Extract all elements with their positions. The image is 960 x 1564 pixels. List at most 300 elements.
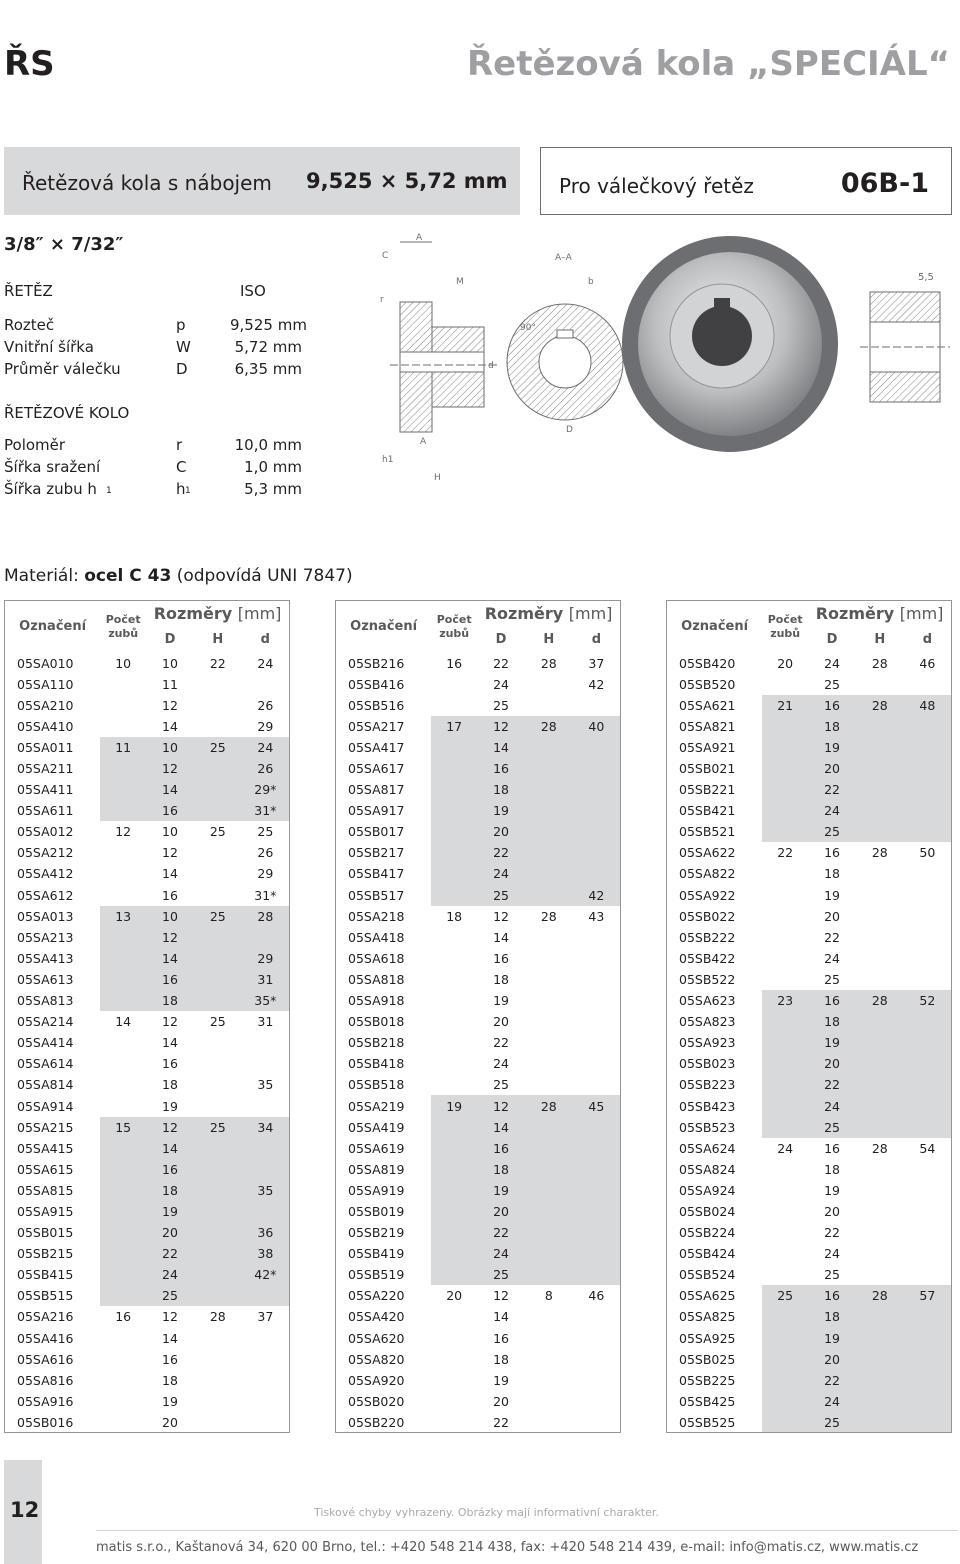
cell-d-bore (242, 1053, 290, 1074)
cell-d-bore (904, 863, 952, 884)
cell-pocet-zubu (431, 1032, 477, 1053)
cell-d-outer: 25 (808, 821, 856, 842)
table-row (667, 1011, 952, 1032)
cell-pocet-zubu (762, 1095, 808, 1116)
cell-pocet-zubu (100, 1222, 146, 1243)
cell-pocet-zubu: 16 (115, 1309, 132, 1325)
page-number: 12 (10, 1498, 40, 1522)
cell-d-bore (904, 674, 952, 695)
cell-d-outer: 14 (493, 929, 509, 945)
table-row (667, 653, 952, 674)
cell-oznaceni: 05SA412 (17, 866, 74, 882)
table-row (336, 1117, 621, 1138)
cell-oznaceni: 05SA215 (17, 1119, 74, 1135)
table-row (336, 758, 621, 779)
cell-pocet-zubu (762, 1370, 808, 1391)
dim-label-h1: h1 (382, 455, 394, 465)
col-header-rozmery (146, 601, 289, 627)
cell-oznaceni: 05SA917 (348, 803, 405, 819)
cell-h: 28 (856, 1285, 904, 1306)
cell-pocet-zubu (431, 969, 477, 990)
spec-value: 10,0 mm (234, 436, 302, 454)
cell-h (525, 737, 573, 758)
cell-pocet-zubu: 11 (100, 737, 146, 758)
col-header-oznaceni: Označení (681, 619, 749, 635)
col-header-zubu: zubů (439, 626, 470, 640)
cell-oznaceni: 05SB018 (348, 1014, 405, 1030)
cell-d-outer: 24 (808, 1391, 856, 1412)
cell-d-bore (242, 1201, 290, 1222)
cell-d-outer: 12 (493, 908, 509, 924)
cell-d-bore (904, 821, 952, 842)
cell-d-bore (573, 863, 621, 884)
cell-oznaceni: 05SB423 (679, 1098, 736, 1114)
cell-d-outer: 14 (146, 1138, 194, 1159)
cell-pocet-zubu (431, 863, 477, 884)
cell-oznaceni: 05SB218 (348, 1035, 405, 1051)
cell-oznaceni: 05SA817 (348, 782, 405, 798)
cell-oznaceni: 05SB518 (348, 1077, 405, 1093)
cell-oznaceni: 05SA618 (348, 950, 405, 966)
footer-divider (96, 1530, 958, 1531)
cell-oznaceni: 05SA624 (679, 1140, 736, 1156)
cell-h: 25 (194, 737, 242, 758)
cell-d-outer: 19 (162, 1098, 178, 1114)
table-row (336, 1011, 621, 1032)
cell-oznaceni: 05SB420 (679, 655, 736, 671)
cell-d-bore (573, 990, 621, 1011)
spec-symbol: D (176, 360, 188, 378)
cell-d-bore: 48 (904, 695, 952, 716)
cell-h (525, 695, 573, 716)
chain-type-box (540, 147, 952, 215)
cell-d-outer: 14 (162, 718, 178, 734)
cell-oznaceni: 05SA619 (348, 1140, 405, 1156)
cell-d-outer: 18 (808, 1011, 856, 1032)
cell-pocet-zubu (431, 1011, 477, 1032)
cell-d-outer: 25 (477, 1264, 525, 1285)
cell-d-bore (904, 1201, 952, 1222)
cell-d-outer: 16 (493, 1330, 509, 1346)
table-row (336, 695, 621, 716)
cell-d-bore: 31 (257, 1014, 274, 1030)
cell-d-bore: 31* (254, 887, 277, 903)
cell-d-outer: 16 (162, 1056, 178, 1072)
table-row (5, 821, 290, 842)
cell-h (525, 1306, 573, 1327)
cell-d-outer: 10 (146, 737, 194, 758)
cell-pocet-zubu (762, 1264, 808, 1285)
cell-pocet-zubu (762, 1222, 808, 1243)
cell-d-outer: 12 (477, 1095, 525, 1116)
cell-pocet-zubu (431, 1306, 477, 1327)
spec-symbol: h (176, 480, 186, 498)
cell-d-bore (573, 821, 621, 842)
cell-d-bore: 37 (257, 1309, 274, 1325)
cell-h (194, 1412, 242, 1433)
cell-d-bore (573, 1117, 621, 1138)
chain-type-code: 06B-1 (840, 168, 929, 199)
cell-d-bore (573, 800, 621, 821)
cell-d-outer: 22 (824, 929, 840, 945)
cell-d-bore (904, 969, 952, 990)
cell-oznaceni: 05SB415 (17, 1267, 74, 1283)
cell-d-outer: 20 (824, 1203, 840, 1219)
cell-oznaceni: 05SA013 (17, 908, 74, 924)
cell-h (856, 716, 904, 737)
cell-d-bore (573, 1180, 621, 1201)
cell-oznaceni: 05SB023 (679, 1056, 736, 1072)
parts-table (335, 600, 621, 1433)
cell-pocet-zubu (762, 885, 808, 906)
cell-pocet-zubu (100, 1285, 146, 1306)
cell-pocet-zubu: 12 (115, 824, 132, 840)
cell-d-bore (573, 1306, 621, 1327)
cell-d-outer: 18 (146, 1180, 194, 1201)
cell-pocet-zubu (431, 800, 477, 821)
cell-d-outer: 16 (146, 1159, 194, 1180)
table-row (336, 1412, 621, 1433)
cell-d-outer: 25 (808, 1412, 856, 1433)
cell-d-bore (573, 695, 621, 716)
cell-pocet-zubu (431, 927, 477, 948)
col-header-pocet-zubu (100, 601, 146, 653)
cell-h (525, 1349, 573, 1370)
cell-d-outer: 16 (824, 845, 840, 861)
cell-d-outer: 24 (493, 676, 509, 692)
cell-d-bore (904, 1159, 952, 1180)
cell-d-bore: 40 (573, 716, 621, 737)
cell-pocet-zubu (762, 906, 808, 927)
table-row (667, 1180, 952, 1201)
table-row (5, 737, 290, 758)
cell-d-bore (573, 1370, 621, 1391)
cell-d-bore (573, 1138, 621, 1159)
cell-d-bore (242, 1349, 290, 1370)
table-row (336, 1264, 621, 1285)
cell-pocet-zubu (431, 1328, 477, 1349)
cell-d-bore: 28 (242, 906, 290, 927)
cell-h: 28 (871, 845, 888, 861)
table-row (5, 800, 290, 821)
spec-name: Průměr válečku (4, 360, 121, 378)
spec-name-subscript: 1 (106, 486, 112, 496)
cell-h (194, 1095, 242, 1116)
cell-d-outer: 14 (477, 737, 525, 758)
cell-h (194, 885, 242, 906)
cell-pocet-zubu: 16 (446, 655, 463, 671)
table-row (5, 1222, 290, 1243)
cell-h (525, 821, 573, 842)
table-row (667, 1306, 952, 1327)
cell-h (194, 863, 242, 884)
table-row (5, 1328, 290, 1349)
cell-d-outer: 18 (808, 1306, 856, 1327)
dim-label-a: A (416, 233, 423, 243)
cell-oznaceni: 05SA821 (679, 718, 736, 734)
cell-pocet-zubu (100, 758, 146, 779)
spec-symbol: p (176, 316, 186, 334)
cell-d-outer: 19 (493, 1372, 509, 1388)
cell-d-bore (242, 1412, 290, 1433)
cell-d-outer: 18 (808, 716, 856, 737)
dim-label-b: b (588, 277, 594, 287)
material-note: (odpovídá UNI 7847) (176, 566, 353, 586)
cell-oznaceni: 05SA612 (17, 887, 74, 903)
cell-oznaceni: 05SA617 (348, 761, 405, 777)
material-line (4, 566, 353, 586)
cell-pocet-zubu (762, 1032, 808, 1053)
cell-d-outer: 22 (808, 1074, 856, 1095)
cell-pocet-zubu: 22 (777, 845, 794, 861)
cell-d-bore (904, 1222, 952, 1243)
cell-oznaceni: 05SA925 (679, 1330, 736, 1346)
col-header-unit: [mm] (237, 604, 282, 624)
col-header-oznaceni: Označení (19, 619, 87, 635)
cell-d-outer: 12 (146, 1117, 194, 1138)
cell-oznaceni: 05SA415 (17, 1140, 74, 1156)
cell-d-bore (904, 906, 952, 927)
cell-d-outer: 25 (493, 697, 509, 713)
cell-d-bore: 57 (904, 1285, 952, 1306)
cell-h (856, 737, 904, 758)
cell-oznaceni: 05SA915 (17, 1203, 74, 1219)
cell-d-outer: 11 (162, 676, 178, 692)
cell-d-outer: 20 (493, 1014, 509, 1030)
cell-h (525, 779, 573, 800)
cell-oznaceni: 05SA611 (17, 803, 74, 819)
table-row (5, 842, 290, 863)
cell-pocet-zubu (100, 990, 146, 1011)
cell-h (525, 948, 573, 969)
table-row (667, 695, 952, 716)
cell-oznaceni: 05SB217 (348, 845, 405, 861)
cell-oznaceni: 05SA919 (348, 1182, 405, 1198)
col-header-d-outer: D (826, 632, 838, 647)
cell-d-bore: 36 (242, 1222, 290, 1243)
cell-pocet-zubu (100, 695, 146, 716)
material-label: Materiál: (4, 566, 79, 586)
cell-d-outer: 20 (162, 1414, 178, 1430)
cell-d-bore (242, 1285, 290, 1306)
cell-d-bore (242, 1032, 290, 1053)
col-header-unit: [mm] (568, 604, 613, 624)
cell-d-bore: 37 (588, 655, 605, 671)
cell-pocet-zubu (431, 1349, 477, 1370)
table-row (667, 969, 952, 990)
table-row (336, 1243, 621, 1264)
cell-oznaceni: 05SA818 (348, 971, 405, 987)
cell-h (525, 1011, 573, 1032)
cell-h (525, 1159, 573, 1180)
cell-h (856, 969, 904, 990)
table-row (5, 1095, 290, 1116)
cell-d-bore: 26 (257, 697, 274, 713)
cell-d-outer: 12 (162, 845, 178, 861)
table-row (667, 842, 952, 863)
cell-oznaceni: 05SB517 (348, 887, 405, 903)
cell-d-outer: 14 (493, 1309, 509, 1325)
cell-d-outer: 20 (808, 1349, 856, 1370)
cell-h: 28 (540, 655, 557, 671)
cell-d-bore (573, 1222, 621, 1243)
cell-d-outer: 19 (824, 887, 840, 903)
section-view-drawing (507, 253, 638, 435)
cell-pocet-zubu (762, 1412, 808, 1433)
cell-h (194, 758, 242, 779)
cell-d-bore: 35* (242, 990, 290, 1011)
cell-h (525, 1138, 573, 1159)
table-row (336, 842, 621, 863)
cell-pocet-zubu (431, 1243, 477, 1264)
cell-oznaceni: 05SA616 (17, 1351, 74, 1367)
cell-h (856, 800, 904, 821)
cell-oznaceni: 05SA621 (679, 697, 736, 713)
cell-d-bore (573, 1349, 621, 1370)
cell-pocet-zubu (100, 1159, 146, 1180)
chain-size: 3/8″ × 7/32″ (4, 234, 124, 255)
cell-d-outer: 19 (808, 1328, 856, 1349)
dim-label-m: M (456, 277, 464, 287)
col-header-d-outer: D (164, 632, 176, 647)
cell-h (525, 990, 573, 1011)
cell-h (194, 1180, 242, 1201)
cell-oznaceni: 05SA623 (679, 993, 736, 1009)
table-row (5, 1201, 290, 1222)
chain-standard: ISO (240, 282, 266, 300)
cell-oznaceni: 05SB224 (679, 1225, 736, 1241)
cell-h (525, 1391, 573, 1412)
table-row (336, 1201, 621, 1222)
cell-oznaceni: 05SA010 (17, 655, 74, 671)
cell-h (525, 927, 573, 948)
table-row (336, 716, 621, 737)
cell-h (525, 674, 573, 695)
cell-pocet-zubu (100, 969, 146, 990)
table-row (667, 1138, 952, 1159)
table-row (5, 716, 290, 737)
cell-pocet-zubu (762, 927, 808, 948)
cell-h (856, 1201, 904, 1222)
cell-h (194, 1264, 242, 1285)
cell-h (194, 969, 242, 990)
cell-h (525, 758, 573, 779)
cell-h (194, 779, 242, 800)
table-row (5, 1264, 290, 1285)
table-row (336, 1159, 621, 1180)
table-row (667, 1349, 952, 1370)
cell-pocet-zubu (100, 1053, 146, 1074)
cell-pocet-zubu: 21 (762, 695, 808, 716)
cell-oznaceni: 05SA625 (679, 1288, 736, 1304)
table-row (667, 821, 952, 842)
table-row (667, 1243, 952, 1264)
cell-oznaceni: 05SA417 (348, 739, 405, 755)
cell-h (525, 1264, 573, 1285)
cell-pocet-zubu (431, 737, 477, 758)
cell-d-outer: 25 (824, 676, 840, 692)
cell-d-bore (904, 1349, 952, 1370)
section-label: A–A (555, 253, 572, 263)
cell-d-bore (242, 1095, 290, 1116)
table-row (336, 1370, 621, 1391)
cell-d-outer: 19 (824, 1182, 840, 1198)
cell-oznaceni: 05SB421 (679, 803, 736, 819)
product-dimensions: 9,525 × 5,72 mm (306, 169, 508, 193)
table-row (667, 716, 952, 737)
cell-pocet-zubu (762, 1201, 808, 1222)
cell-h (194, 674, 242, 695)
table-row (336, 1138, 621, 1159)
cell-oznaceni: 05SB220 (348, 1414, 405, 1430)
table-row (5, 927, 290, 948)
cell-d-outer: 22 (477, 842, 525, 863)
cell-h (525, 1328, 573, 1349)
cell-d-bore: 42 (588, 676, 605, 692)
cell-d-bore: 52 (904, 990, 952, 1011)
cell-h (525, 800, 573, 821)
cell-h (194, 1138, 242, 1159)
table-row (5, 1138, 290, 1159)
cell-oznaceni: 05SA825 (679, 1309, 736, 1325)
cell-pocet-zubu: 20 (446, 1288, 463, 1304)
cell-oznaceni: 05SB022 (679, 908, 736, 924)
cell-oznaceni: 05SA012 (17, 824, 74, 840)
table-row (667, 800, 952, 821)
cell-oznaceni: 05SA920 (348, 1372, 405, 1388)
cell-d-outer: 22 (477, 1222, 525, 1243)
table-row (336, 1222, 621, 1243)
spec-name: Poloměr (4, 436, 66, 454)
cell-d-outer: 20 (824, 908, 840, 924)
cell-oznaceni: 05SA923 (679, 1035, 736, 1051)
cell-h (525, 1222, 573, 1243)
cell-d-bore: 38 (242, 1243, 290, 1264)
cell-d-bore: 26 (257, 845, 274, 861)
dim-label-h: H (434, 473, 441, 483)
cell-oznaceni: 05SA217 (348, 718, 405, 734)
cell-d-outer: 24 (146, 1264, 194, 1285)
spec-name: Rozteč (4, 316, 55, 334)
table-row (667, 1370, 952, 1391)
cell-d-outer: 14 (162, 1330, 178, 1346)
cell-d-outer: 18 (162, 1372, 178, 1388)
cell-pocet-zubu (762, 800, 808, 821)
col-header-rozmery-label: Rozměry (153, 604, 233, 624)
cell-oznaceni: 05SA918 (348, 993, 405, 1009)
cell-d-outer: 14 (477, 1117, 525, 1138)
cell-oznaceni: 05SB215 (17, 1246, 74, 1262)
cell-oznaceni: 05SA820 (348, 1351, 405, 1367)
cell-pocet-zubu: 17 (431, 716, 477, 737)
cell-oznaceni: 05SB418 (348, 1056, 405, 1072)
cell-oznaceni: 05SB016 (17, 1414, 74, 1430)
table-row (336, 1391, 621, 1412)
table-row (667, 1412, 952, 1433)
cell-pocet-zubu (762, 1328, 808, 1349)
cell-h (194, 842, 242, 863)
product-title: Řetězová kola s nábojem (22, 171, 272, 195)
cell-pocet-zubu (431, 1159, 477, 1180)
table-row (5, 1180, 290, 1201)
cell-d-bore (904, 779, 952, 800)
cell-d-bore (573, 1328, 621, 1349)
table-row (667, 779, 952, 800)
col-header-rozmery (808, 601, 951, 627)
cell-d-outer: 16 (146, 800, 194, 821)
cell-h (856, 1412, 904, 1433)
cell-d-bore (904, 1074, 952, 1095)
